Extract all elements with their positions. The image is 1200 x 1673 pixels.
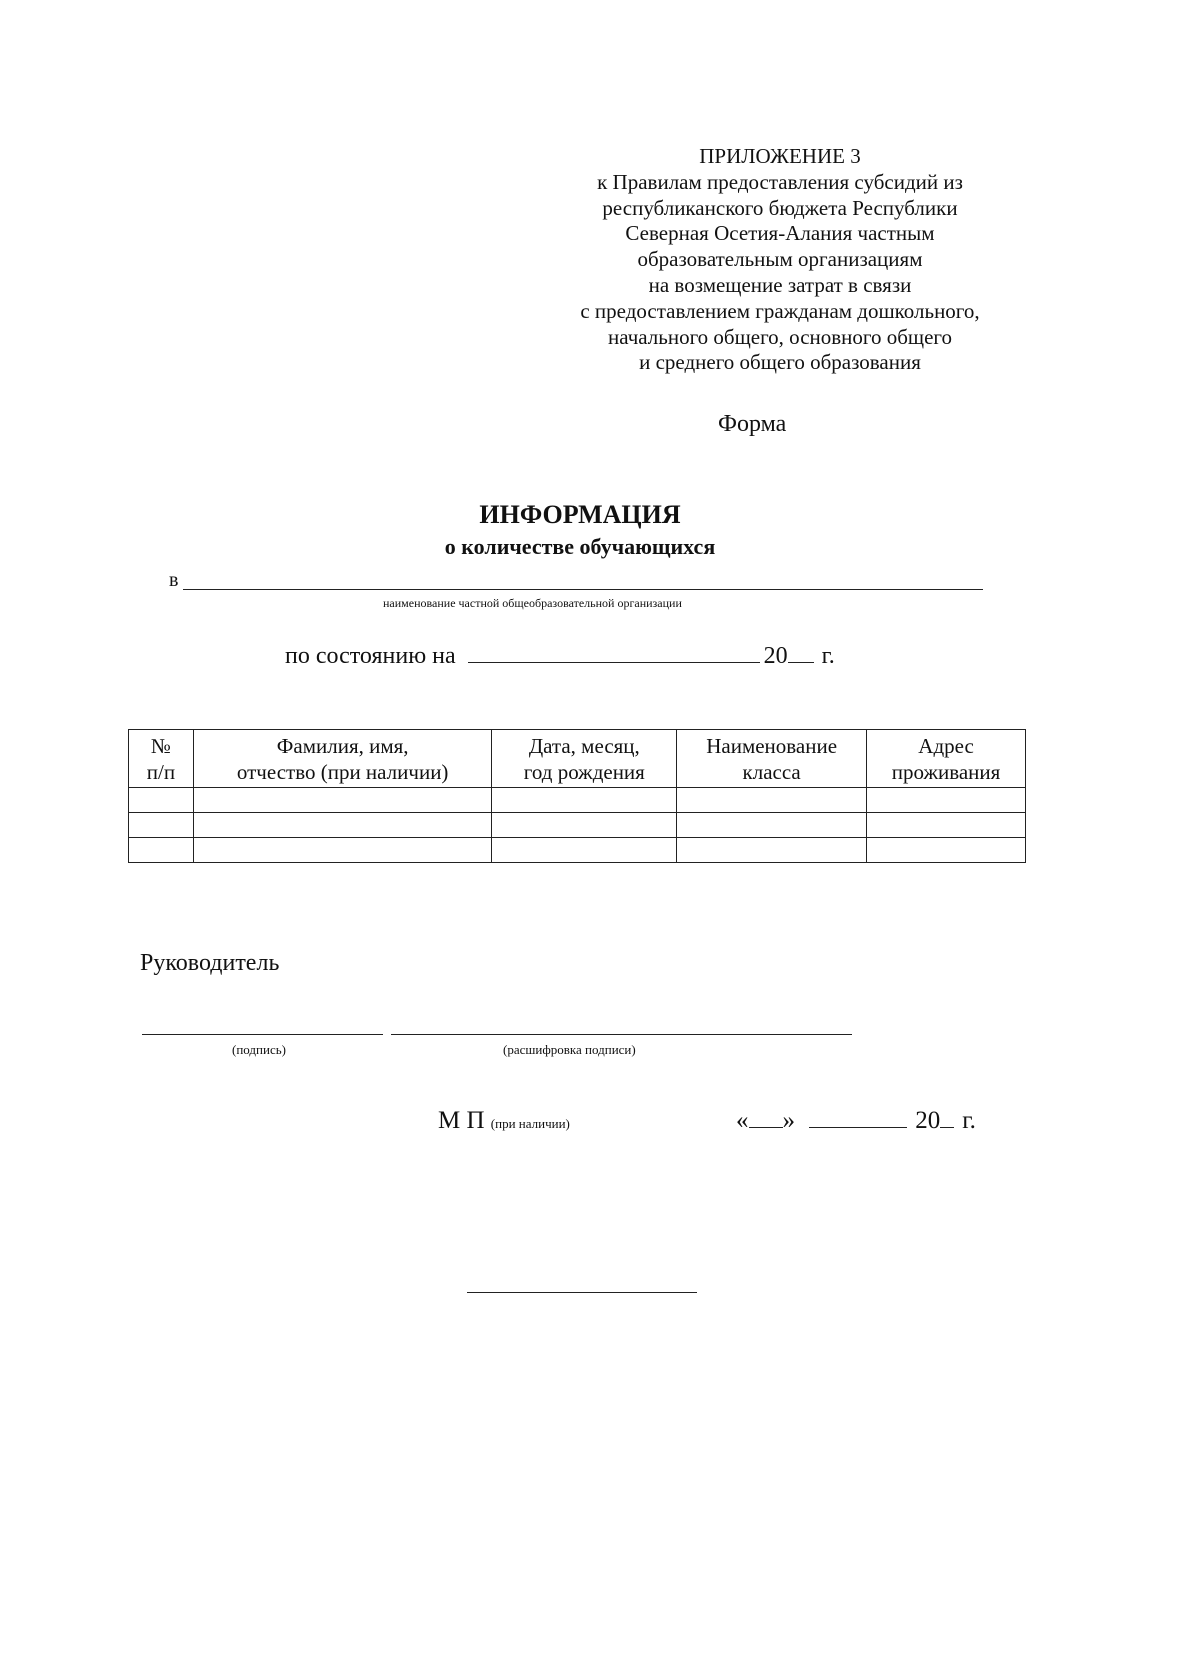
report-date-field[interactable] — [468, 661, 760, 663]
table-row — [129, 838, 1026, 863]
report-year-suffix: г. — [821, 643, 835, 669]
stamp-place — [438, 1107, 570, 1135]
table-cell[interactable] — [867, 838, 1026, 863]
table-header-row — [129, 730, 1026, 788]
table-cell[interactable] — [867, 788, 1026, 813]
sign-year-prefix: 20 — [915, 1107, 941, 1134]
column-header-full-name: Фамилия, имя, отчество (при наличии) — [193, 730, 492, 788]
sign-date-row — [736, 1107, 976, 1135]
sign-year-field[interactable] — [940, 1126, 954, 1128]
signature-field[interactable] — [142, 1034, 383, 1035]
document-title: ИНФОРМАЦИЯ — [479, 500, 681, 529]
form-label: Форма — [718, 411, 787, 437]
appendix-line: на возмещение затрат в связи — [648, 272, 912, 297]
stamp-label: М П — [438, 1107, 485, 1134]
appendix-line: Северная Осетия-Алания частным — [625, 221, 935, 246]
report-year-prefix: 20 — [763, 643, 788, 669]
table-cell[interactable] — [677, 813, 867, 838]
table-cell[interactable] — [193, 788, 492, 813]
table-cell[interactable] — [677, 838, 867, 863]
close-quote: » — [782, 1107, 795, 1134]
appendix-line: республиканского бюджета Республики — [602, 195, 958, 220]
sign-month-field[interactable] — [809, 1126, 907, 1128]
table-cell[interactable] — [492, 838, 677, 863]
report-date-prefix: по состоянию на — [285, 643, 456, 669]
report-year-field[interactable] — [788, 661, 814, 663]
org-name-field[interactable] — [183, 589, 983, 590]
column-header-birth-date: Дата, месяц, год рождения — [492, 730, 677, 788]
column-header-class: Наименование класса — [677, 730, 867, 788]
report-date-row — [285, 643, 835, 670]
table-cell[interactable] — [129, 838, 194, 863]
appendix-line: с предоставлением гражданам дошкольного, — [580, 298, 980, 323]
table-cell[interactable] — [193, 813, 492, 838]
appendix-block — [540, 144, 1020, 376]
table-cell[interactable] — [492, 813, 677, 838]
table-cell[interactable] — [129, 813, 194, 838]
signature-decoding-caption: (расшифровка подписи) — [503, 1042, 636, 1057]
org-prefix: в — [169, 569, 179, 591]
org-name-caption: наименование частной общеобразовательной организации — [383, 596, 682, 610]
document-subtitle: о количестве обучающихся — [444, 534, 716, 559]
table-cell[interactable] — [492, 788, 677, 813]
closing-line — [467, 1292, 697, 1293]
appendix-line: к Правилам предоставления субсидий из — [597, 169, 963, 194]
students-table — [128, 729, 1026, 863]
table-row — [129, 788, 1026, 813]
sign-year-suffix: г. — [962, 1107, 976, 1134]
appendix-line: образовательным организациям — [637, 247, 923, 272]
column-header-address: Адрес проживания — [867, 730, 1026, 788]
table-cell[interactable] — [129, 788, 194, 813]
table-cell[interactable] — [867, 813, 1026, 838]
table-row — [129, 813, 1026, 838]
appendix-line: и среднего общего образования — [639, 350, 921, 375]
signature-decoding-field[interactable] — [391, 1034, 852, 1035]
column-header-number: № п/п — [129, 730, 194, 788]
appendix-line: начального общего, основного общего — [607, 324, 953, 349]
sign-day-field[interactable] — [749, 1126, 783, 1128]
table-cell[interactable] — [677, 788, 867, 813]
stamp-note: (при наличии) — [490, 1116, 570, 1131]
appendix-line: ПРИЛОЖЕНИЕ 3 — [699, 144, 861, 168]
signature-caption: (подпись) — [232, 1042, 286, 1057]
head-label: Руководитель — [140, 950, 280, 976]
table-cell[interactable] — [193, 838, 492, 863]
open-quote: « — [736, 1107, 749, 1134]
